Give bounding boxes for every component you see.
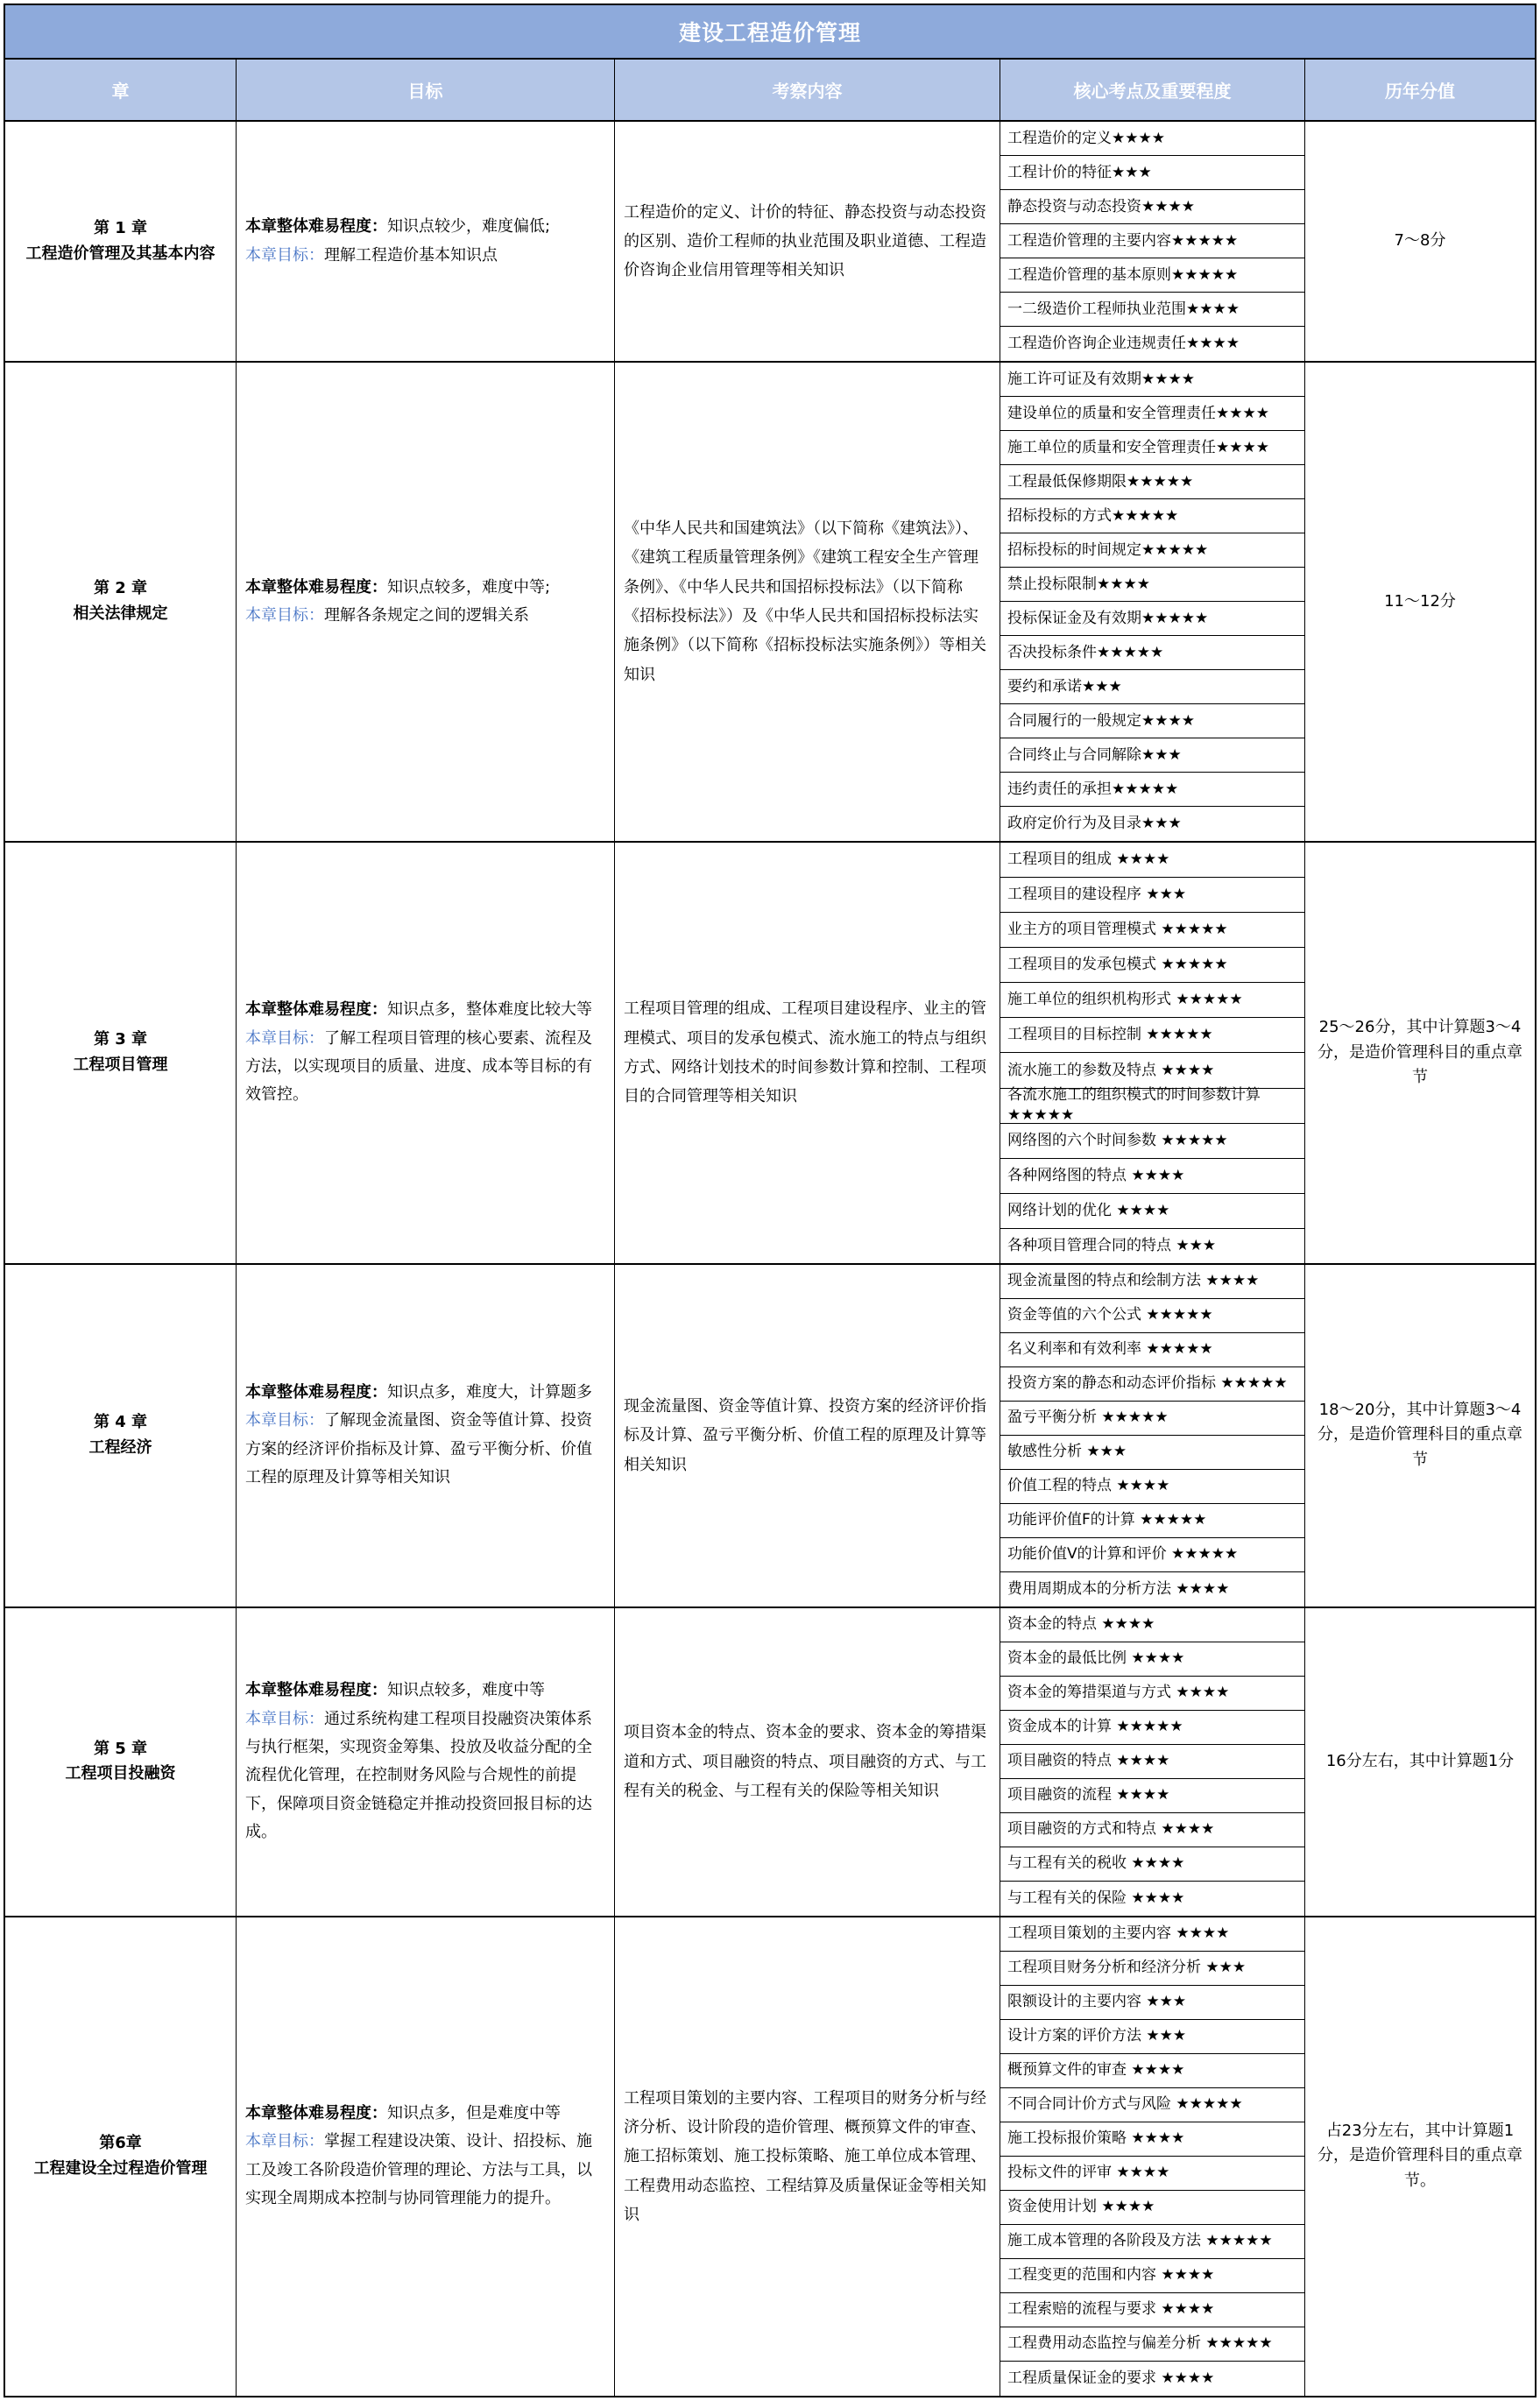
goal-label: 本章目标： <box>245 245 324 265</box>
goal-text: 掌握工程建设决策、设计、招投标、施工及竣工各阶段造价管理的理论、方法与工具，以实现全周期成本控制与协同管理能力的提升。 <box>245 2132 592 2208</box>
core-point-row: 施工投标报价策略 ★★★★ <box>1000 2122 1304 2157</box>
score-cell <box>1305 122 1535 361</box>
chapter-name-cell <box>5 1608 237 1916</box>
goal-line <box>245 1705 605 1847</box>
chapter-number: 第 2 章 <box>93 579 148 598</box>
core-point-row: 功能评价值F的计算 ★★★★★ <box>1000 1504 1304 1538</box>
core-point-row: 工程项目财务分析和经济分析 ★★★ <box>1000 1952 1304 1986</box>
chapter-row <box>5 122 1535 363</box>
core-point-row: 不同合同计价方式与风险 ★★★★★ <box>1000 2088 1304 2122</box>
chapter-goal-cell <box>237 1265 615 1607</box>
core-point-row: 要约和承诺★★★ <box>1000 670 1304 704</box>
col-header-score: 历年分值 <box>1385 81 1455 102</box>
core-point-row: 资金成本的计算 ★★★★★ <box>1000 1711 1304 1745</box>
chapter-title: 工程项目管理 <box>73 1055 168 1074</box>
core-point-row: 工程索赔的流程与要求 ★★★★ <box>1000 2293 1304 2327</box>
goal-label: 本章目标： <box>245 1411 324 1430</box>
core-point-row: 合同终止与合同解除★★★ <box>1000 738 1304 773</box>
chapter-row <box>5 1265 1535 1608</box>
difficulty-line <box>245 1677 605 1705</box>
core-point-row: 网络计划的优化 ★★★★ <box>1000 1194 1304 1229</box>
core-point-row: 建设单位的质量和安全管理责任★★★★ <box>1000 397 1304 431</box>
goal-text: 通过系统构建工程项目投融资决策体系与执行框架，实现资金筹集、投放及收益分配的全流程优化管理，在控制财务风险与合规性的前提下，保障项目资金链稳定并推动投资回报目标的达成。 <box>245 1709 592 1842</box>
core-point-row: 网络图的六个时间参数 ★★★★★ <box>1000 1124 1304 1159</box>
core-point-row: 静态投资与动态投资★★★★ <box>1000 190 1304 224</box>
core-point-row: 项目融资的流程 ★★★★ <box>1000 1779 1304 1813</box>
core-point-row: 工程造价管理的基本原则★★★★★ <box>1000 258 1304 293</box>
core-point-row: 工程造价咨询企业违规责任★★★★ <box>1007 335 1240 353</box>
col-header-core-points: 核心考点及重要程度 <box>1000 60 1305 120</box>
exam-content-cell <box>615 363 1000 841</box>
core-point-row: 工程项目的目标控制 ★★★★★ <box>1000 1018 1304 1053</box>
core-point-row: 与工程有关的税收 ★★★★ <box>1000 1847 1304 1882</box>
difficulty-label: 本章整体难易程度： <box>245 2104 387 2123</box>
core-point-row: 业主方的项目管理模式 ★★★★★ <box>1000 913 1304 948</box>
score-cell <box>1305 363 1535 841</box>
difficulty-label: 本章整体难易程度： <box>245 1681 387 1700</box>
exam-content-cell <box>615 1265 1000 1607</box>
difficulty-label: 本章整体难易程度： <box>245 1000 387 1020</box>
core-point-row: 名义利率和有效利率 ★★★★★ <box>1000 1333 1304 1367</box>
core-point-row: 与工程有关的保险 ★★★★ <box>1007 1889 1185 1907</box>
score-text: 占23分左右，其中计算题1分，是造价管理科目的重点章节。 <box>1317 2121 1522 2191</box>
core-point-row: 工程造价管理的主要内容★★★★★ <box>1000 224 1304 258</box>
difficulty-text: 知识点多，难度大，计算题多 <box>387 1383 592 1402</box>
core-points-column <box>1000 1917 1305 2396</box>
core-points-column <box>1000 122 1305 361</box>
chapter-number: 第6章 <box>99 2134 142 2153</box>
chapter-goal-cell <box>237 1608 615 1916</box>
goal-label: 本章目标： <box>245 1709 324 1728</box>
core-point-row: 盈亏平衡分析 ★★★★★ <box>1000 1402 1304 1436</box>
difficulty-text: 知识点多，整体难度比较大等 <box>387 1000 592 1020</box>
core-point-row: 各种项目管理合同的特点 ★★★ <box>1007 1236 1217 1254</box>
score-text: 18～20分，其中计算题3～4分，是造价管理科目的重点章节 <box>1317 1400 1522 1470</box>
core-point-row: 工程项目的建设程序 ★★★ <box>1000 878 1304 913</box>
table-title: 建设工程造价管理 <box>5 5 1535 60</box>
core-point-row: 工程最低保修期限★★★★★ <box>1000 465 1304 499</box>
difficulty-text: 知识点较多，难度中等; <box>387 577 551 597</box>
core-point-row: 工程项目的组成 ★★★★ <box>1000 843 1304 878</box>
col-header-chapter: 章 <box>5 60 237 120</box>
chapter-name-cell <box>5 1265 237 1607</box>
goal-label: 本章目标： <box>245 1028 324 1048</box>
chapter-number: 第 4 章 <box>93 1413 148 1432</box>
core-point-row: 工程项目策划的主要内容 ★★★★ <box>1000 1917 1304 1952</box>
score-cell <box>1305 1917 1535 2396</box>
chapter-title: 工程项目投融资 <box>65 1764 176 1783</box>
core-point-row: 投资方案的静态和动态评价指标 ★★★★★ <box>1000 1367 1304 1402</box>
core-point-row: 工程造价的定义★★★★ <box>1000 122 1304 156</box>
core-point-row: 施工成本管理的各阶段及方法 ★★★★★ <box>1000 2225 1304 2259</box>
core-point-row: 资金等值的六个公式 ★★★★★ <box>1000 1299 1304 1333</box>
core-point-row: 工程费用动态监控与偏差分析 ★★★★★ <box>1000 2327 1304 2362</box>
exam-content-text: 工程项目策划的主要内容、工程项目的财务分析与经济分析、设计阶段的造价管理、概预算文件的审查、施工招标策划、施工投标策略、施工单位成本管理、工程费用动态监控、工程结算及质量保证金等相关知识 <box>624 2088 986 2224</box>
chapter-row <box>5 1917 1535 2396</box>
goal-label: 本章目标： <box>245 2132 324 2151</box>
chapter-title: 工程经济 <box>88 1437 152 1457</box>
core-point-row: 价值工程的特点 ★★★★ <box>1000 1470 1304 1504</box>
exam-content-cell <box>615 122 1000 361</box>
exam-content-cell <box>615 1608 1000 1916</box>
core-point-row: 项目融资的特点 ★★★★ <box>1000 1745 1304 1779</box>
core-point-row: 工程项目的发承包模式 ★★★★★ <box>1000 948 1304 983</box>
chapter-row <box>5 843 1535 1265</box>
score-cell <box>1305 843 1535 1263</box>
chapter-goal-cell <box>237 843 615 1263</box>
core-point-row: 工程变更的范围和内容 ★★★★ <box>1000 2259 1304 2293</box>
col-header-goal: 目标 <box>237 60 615 120</box>
core-point-row: 功能价值V的计算和评价 ★★★★★ <box>1000 1538 1304 1572</box>
score-text: 7～8分 <box>1394 231 1446 251</box>
core-point-row: 流水施工的参数及特点 ★★★★ <box>1000 1053 1304 1088</box>
core-point-row: 资金使用计划 ★★★★ <box>1000 2191 1304 2225</box>
difficulty-line <box>245 2100 605 2128</box>
goal-line <box>245 242 605 270</box>
difficulty-line <box>245 996 605 1024</box>
goal-text: 了解工程项目管理的核心要素、流程及方法，以实现项目的质量、进度、成本等目标的有效管控。 <box>245 1028 592 1105</box>
core-points-column <box>1000 843 1305 1263</box>
core-point-row: 资本金的特点 ★★★★ <box>1000 1608 1304 1642</box>
goal-line <box>245 602 605 630</box>
core-point-row: 施工单位的组织机构形式 ★★★★★ <box>1000 983 1304 1018</box>
exam-content-text: 现金流量图、资金等值计算、投资方案的经济评价指标及计算、盈亏平衡分析、价值工程的原理及计算等相关知识 <box>624 1396 986 1474</box>
core-point-row: 投标保证金及有效期★★★★★ <box>1000 602 1304 636</box>
core-point-row: 否决投标条件★★★★★ <box>1000 636 1304 670</box>
core-points-column <box>1000 1265 1305 1607</box>
score-text: 11～12分 <box>1384 591 1456 611</box>
chapter-name-cell <box>5 363 237 841</box>
goal-line <box>245 2128 605 2213</box>
chapter-number: 第 3 章 <box>93 1030 148 1049</box>
difficulty-line <box>245 213 605 241</box>
score-text: 25～26分，其中计算题3～4分，是造价管理科目的重点章节 <box>1317 1017 1522 1087</box>
goal-text: 了解现金流量图、资金等值计算、投资方案的经济评价指标及计算、盈亏平衡分析、价值工程的原理及计算等相关知识 <box>245 1411 592 1487</box>
core-point-row: 合同履行的一般规定★★★★ <box>1000 704 1304 738</box>
core-point-row: 资本金的最低比例 ★★★★ <box>1000 1642 1304 1677</box>
core-point-row: 招标投标的时间规定★★★★★ <box>1000 533 1304 568</box>
core-point-row: 设计方案的评价方法 ★★★ <box>1000 2020 1304 2054</box>
core-point-row: 工程质量保证金的要求 ★★★★ <box>1007 2369 1215 2387</box>
exam-content-cell <box>615 843 1000 1263</box>
difficulty-text: 知识点多，但是难度中等 <box>387 2104 561 2123</box>
exam-content-cell <box>615 1917 1000 2396</box>
difficulty-line <box>245 1379 605 1407</box>
core-point-row: 违约责任的承担★★★★★ <box>1000 773 1304 807</box>
chapter-row <box>5 1608 1535 1917</box>
chapters-body <box>5 122 1535 2396</box>
exam-content-text: 工程项目管理的组成、工程项目建设程序、业主的管理模式、项目的发承包模式、流水施工的特点与组织方式、网络计划技术的时间参数计算和控制、工程项目的合同管理等相关知识 <box>624 999 986 1106</box>
difficulty-label: 本章整体难易程度： <box>245 217 387 237</box>
core-point-row: 政府定价行为及目录★★★ <box>1007 815 1182 833</box>
core-point-row: 各种网络图的特点 ★★★★ <box>1000 1159 1304 1194</box>
exam-content-text: 工程造价的定义、计价的特征、静态投资与动态投资的区别、造价工程师的执业范围及职业道德、工程造价咨询企业信用管理等相关知识 <box>624 202 986 280</box>
core-point-row: 一二级造价工程师执业范围★★★★ <box>1000 293 1304 327</box>
difficulty-label: 本章整体难易程度： <box>245 1383 387 1402</box>
col-header-content: 考察内容 <box>615 60 1000 120</box>
core-point-row: 施工许可证及有效期★★★★ <box>1000 363 1304 397</box>
chapter-title: 工程建设全过程造价管理 <box>33 2158 208 2178</box>
exam-content-text: 项目资本金的特点、资本金的要求、资本金的筹措渠道和方式、项目融资的特点、项目融资的方式、与工程有关的税金、与工程有关的保险等相关知识 <box>624 1723 986 1801</box>
column-header-row <box>5 60 1535 122</box>
goal-text: 理解工程造价基本知识点 <box>324 245 498 265</box>
chapter-name-cell <box>5 122 237 361</box>
core-point-row: 各流水施工的组织模式的时间参数计算 ★★★★★ <box>1000 1089 1304 1124</box>
core-points-column <box>1000 1608 1305 1916</box>
core-point-row: 项目融资的方式和特点 ★★★★ <box>1000 1813 1304 1847</box>
chapter-name-cell <box>5 1917 237 2396</box>
difficulty-text: 知识点较多，难度中等 <box>387 1681 545 1700</box>
core-point-row: 招标投标的方式★★★★★ <box>1000 499 1304 533</box>
chapter-goal-cell <box>237 363 615 841</box>
core-point-row: 资本金的筹措渠道与方式 ★★★★ <box>1000 1677 1304 1711</box>
chapter-goal-cell <box>237 1917 615 2396</box>
chapter-number: 第 5 章 <box>93 1739 148 1758</box>
core-points-column <box>1000 363 1305 841</box>
chapter-name-cell <box>5 843 237 1263</box>
core-point-row: 工程计价的特征★★★ <box>1000 156 1304 190</box>
chapter-title: 相关法律规定 <box>73 604 168 623</box>
core-point-row: 费用周期成本的分析方法 ★★★★ <box>1007 1579 1230 1598</box>
difficulty-text: 知识点较少，难度偏低; <box>387 217 551 237</box>
goal-line <box>245 1407 605 1492</box>
difficulty-line <box>245 574 605 602</box>
score-cell <box>1305 1265 1535 1607</box>
chapter-title: 工程造价管理及其基本内容 <box>25 244 215 263</box>
cost-management-table <box>4 4 1536 2397</box>
chapter-number: 第 1 章 <box>93 218 148 237</box>
core-point-row: 概预算文件的审查 ★★★★ <box>1000 2054 1304 2088</box>
chapter-goal-cell <box>237 122 615 361</box>
core-point-row: 施工单位的质量和安全管理责任★★★★ <box>1000 431 1304 465</box>
core-point-row: 投标文件的评审 ★★★★ <box>1000 2157 1304 2191</box>
core-point-row: 敏感性分析 ★★★ <box>1000 1436 1304 1470</box>
core-point-row: 限额设计的主要内容 ★★★ <box>1000 1986 1304 2020</box>
score-cell <box>1305 1608 1535 1916</box>
difficulty-label: 本章整体难易程度： <box>245 577 387 597</box>
core-point-row: 禁止投标限制★★★★ <box>1000 568 1304 602</box>
exam-content-text: 《中华人民共和国建筑法》（以下简称《建筑法》）、《建筑工程质量管理条例》《建筑工程安全生产管理条例》、《中华人民共和国招标投标法》（以下简称《招标投标法》）及《中华人民共和国招标投标法实施条例》（以下简称《招标投标法实施条例》）等相关知识 <box>624 519 986 684</box>
chapter-row <box>5 363 1535 843</box>
score-text: 16分左右，其中计算题1分 <box>1325 1751 1515 1770</box>
goal-text: 理解各条规定之间的逻辑关系 <box>324 606 529 625</box>
goal-line <box>245 1025 605 1110</box>
goal-label: 本章目标： <box>245 606 324 625</box>
core-point-row: 现金流量图的特点和绘制方法 ★★★★ <box>1000 1265 1304 1299</box>
